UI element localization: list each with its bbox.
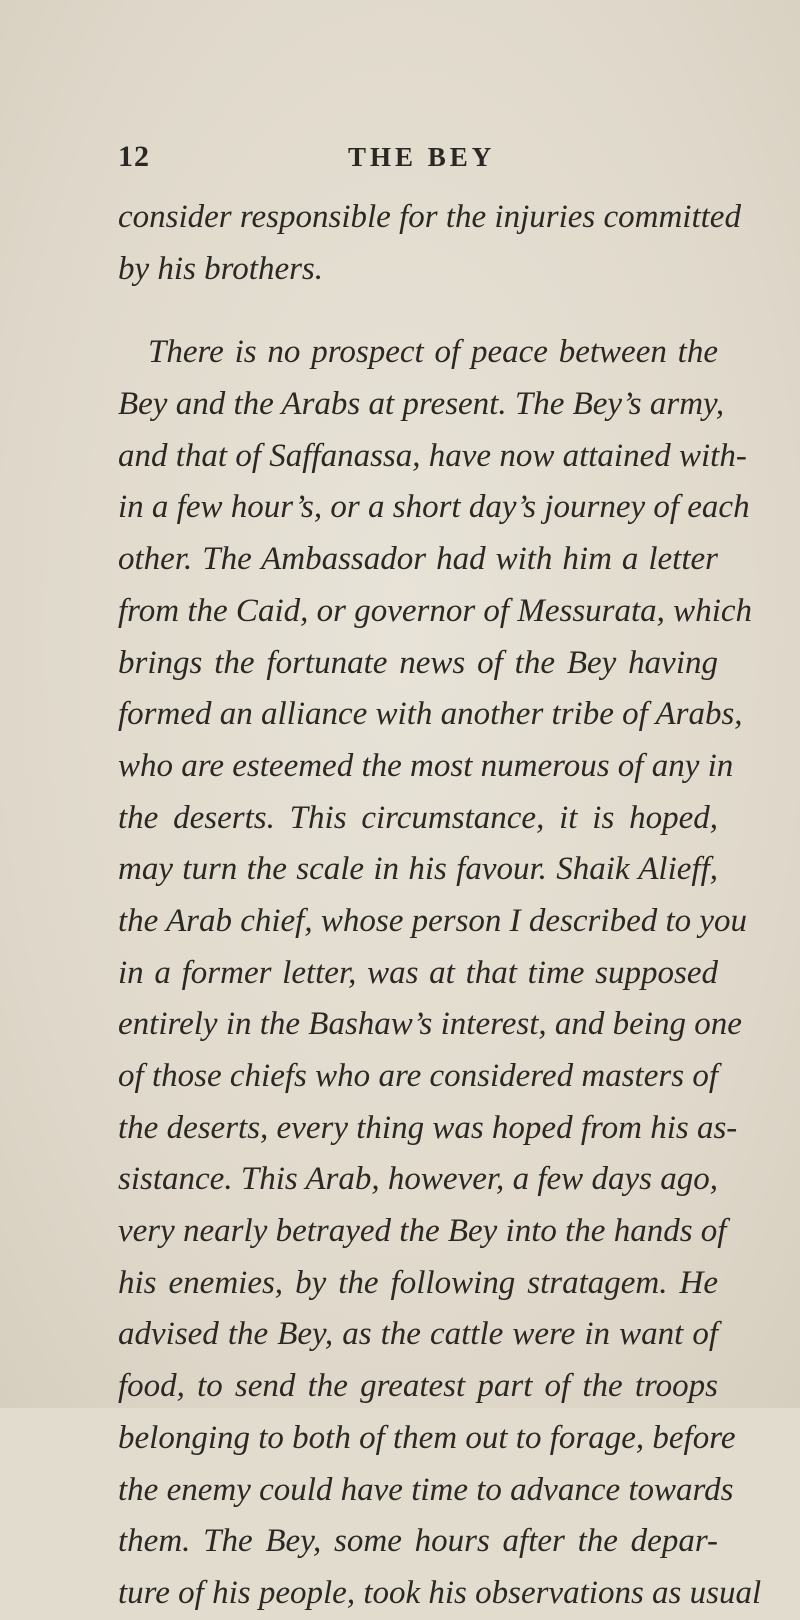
paragraph-gap <box>118 295 718 327</box>
text-line: brings the fortunate news of the Bey having <box>118 644 718 681</box>
text-line: of those chiefs who are considered masters of <box>118 1058 718 1094</box>
text-line: in a few hour’s, or a short day’s journey of each <box>118 489 750 526</box>
text-line: who are esteemed the most numerous of any in <box>118 747 734 784</box>
text-line: other. The Ambassador had with him a letter <box>118 541 718 578</box>
text-line: the Arab chief, whose person I described to you <box>118 902 748 939</box>
text-line: advised the Bey, as the cattle were in want of <box>118 1316 718 1353</box>
text-line: Bey and the Arabs at present. The Bey’s army, <box>118 386 725 423</box>
text-line: formed an alliance with another tribe of Arabs, <box>118 696 743 733</box>
text-line: in a former letter, was at that time supposed <box>118 954 718 991</box>
text-line: very nearly betrayed the Bey into the hands of <box>118 1213 727 1250</box>
text-line: the deserts, every thing was hoped from his as- <box>118 1109 738 1146</box>
running-title: THE BEY <box>348 142 496 172</box>
text-line: food, to send the greatest part of the troops <box>118 1368 718 1405</box>
running-head <box>118 140 718 180</box>
text-line: the enemy could have time to advance towards <box>118 1471 734 1508</box>
text-line: may turn the scale in his favour. Shaik Alieff, <box>118 851 718 888</box>
text-line: the deserts. This circumstance, it is hoped, <box>118 799 718 836</box>
paragraph-1 <box>118 192 741 295</box>
text-line: by his brothers. <box>118 250 324 287</box>
text-line: them. The Bey, some hours after the depar- <box>118 1523 718 1560</box>
text-line: his enemies, by the following stratagem. He <box>118 1264 718 1301</box>
text-line: belonging to both of them out to forage, before <box>118 1419 736 1456</box>
text-line: ture of his people, took his observations as usual <box>118 1574 762 1611</box>
paragraph-2 <box>118 327 762 1619</box>
text-line: from the Caid, or governor of Messurata, which <box>118 592 753 629</box>
body-text <box>118 192 762 1620</box>
text-line: There is no prospect of peace between the <box>148 334 718 371</box>
page-number: 12 <box>118 140 150 173</box>
text-line: consider responsible for the injuries committed <box>118 199 741 235</box>
text-line: sistance. This Arab, however, a few days ago, <box>118 1161 718 1198</box>
text-line: entirely in the Bashaw’s interest, and being one <box>118 1006 742 1043</box>
text-line: and that of Saffanassa, have now attained with- <box>118 437 747 474</box>
